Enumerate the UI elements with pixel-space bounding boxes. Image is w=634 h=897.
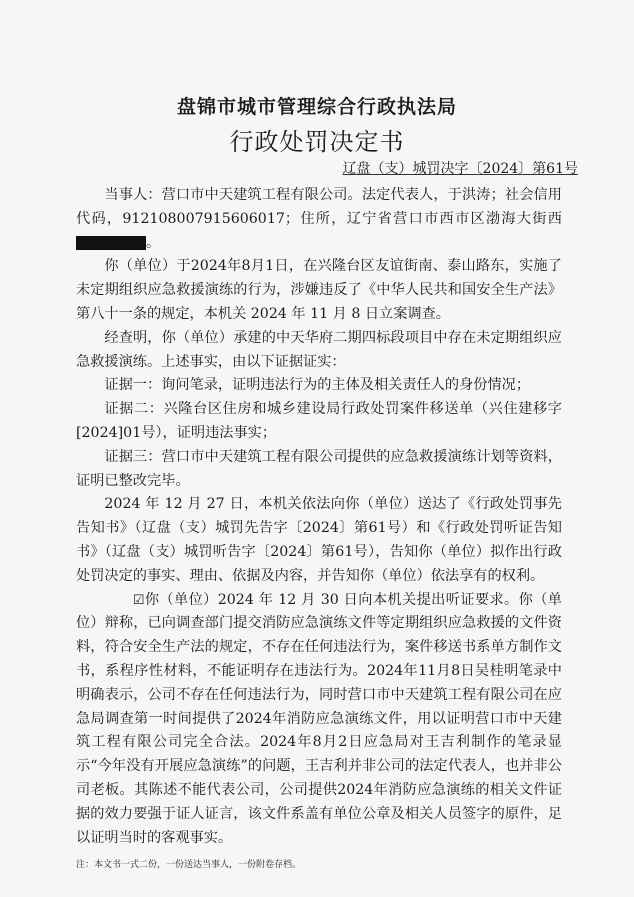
redacted-block [76, 236, 146, 250]
fact-paragraph: 你（单位）于2024年8月1日，在兴隆台区友谊街南、泰山路东，实施了未定期组织应急救援演练的行为，涉嫌违反了《中华人民共和国安全生产法》第八十一条的规定，本机关 2024 年 11 月 8 日立案调查。 [76, 258, 562, 322]
evidence-1: 证据一：询问笔录，证明违法行为的主体及相关责任人的身份情况； [104, 377, 531, 394]
finding-paragraph: 经查明，你（单位）承建的中天华府二期四标段项目中存在未定期组织应急救援演练。上述事实，由以下证据证实： [76, 329, 562, 370]
hearing-text: 你（单位）2024 年 12 月 30 日向本机关提出听证要求。你（单位）辩称，已向调查部门提交消防应急演练文件等定期组织应急救援的文件资料，符合安全生产法的规定，不存在任何违法行为，案件移送书系单方制作文书，系程序性材料，不能证明存在违法行为。2024年11月8日吴桂明笔录中明确表示，公司不存在任何违法行为，同时营口市中天建筑工程有限公司在应急局调查第一时间提供了2024年消防应急演练文件，用以证明营口市中天建筑工程有限公司完全合法。2024年8月2日应急局对王吉利制作的笔录显示“今年没有开展应急演练”的问题，王吉利并非公司的法定代表人，也并非公司老板。其陈述不能代表公司，公司提供2024年消防应急演练的相关文件证据的效力要强于证人证言，该文件系盖有单位公章及相关人员签字的原件，足以证明当时的客观事实。 [76, 591, 562, 846]
notice-paragraph: 2024 年 12 月 27 日，本机关依法向你（单位）送达了《行政处罚事先告知书》（辽盘（支）城罚先告字〔2024〕第61号）和《行政处罚听证告知书》（辽盘（支）城罚听告字〔2024〕第61号），告知你（单位）拟作出行政处罚决定的事实、理由、依据及内容，并告知你（单位）依法享有的权利。 [76, 496, 562, 584]
document-title: 行政处罚决定书 [229, 128, 405, 156]
document-number: 辽盘（支）城罚决字〔2024〕第61号 [342, 161, 578, 177]
party-info: 当事人：营口市中天建筑工程有限公司。法定代表人，于洪涛；社会信用代码，912108007915606017；住所，辽宁省营口市西市区渤海大街西 [76, 187, 562, 227]
party-paragraph [76, 184, 562, 255]
hearing-paragraph [76, 589, 562, 851]
evidence-2: 证据二：兴隆台区住房和城乡建设局行政处罚案件移送单（兴住建移字[2024]01号），证明违法事实； [76, 401, 562, 441]
checkbox-icon: ☑ [132, 592, 145, 608]
document-body [76, 184, 562, 850]
party-info-end: 。 [146, 234, 161, 251]
issuing-authority: 盘锦市城市管理综合行政执法局 [176, 96, 457, 118]
evidence-3: 证据三：营口市中天建筑工程有限公司提供的应急救援演练计划等资料，证明已整改完毕。 [76, 448, 562, 489]
footer-note: 注：本文书一式二份，一份送达当事人，一份附卷存档。 [76, 860, 302, 870]
